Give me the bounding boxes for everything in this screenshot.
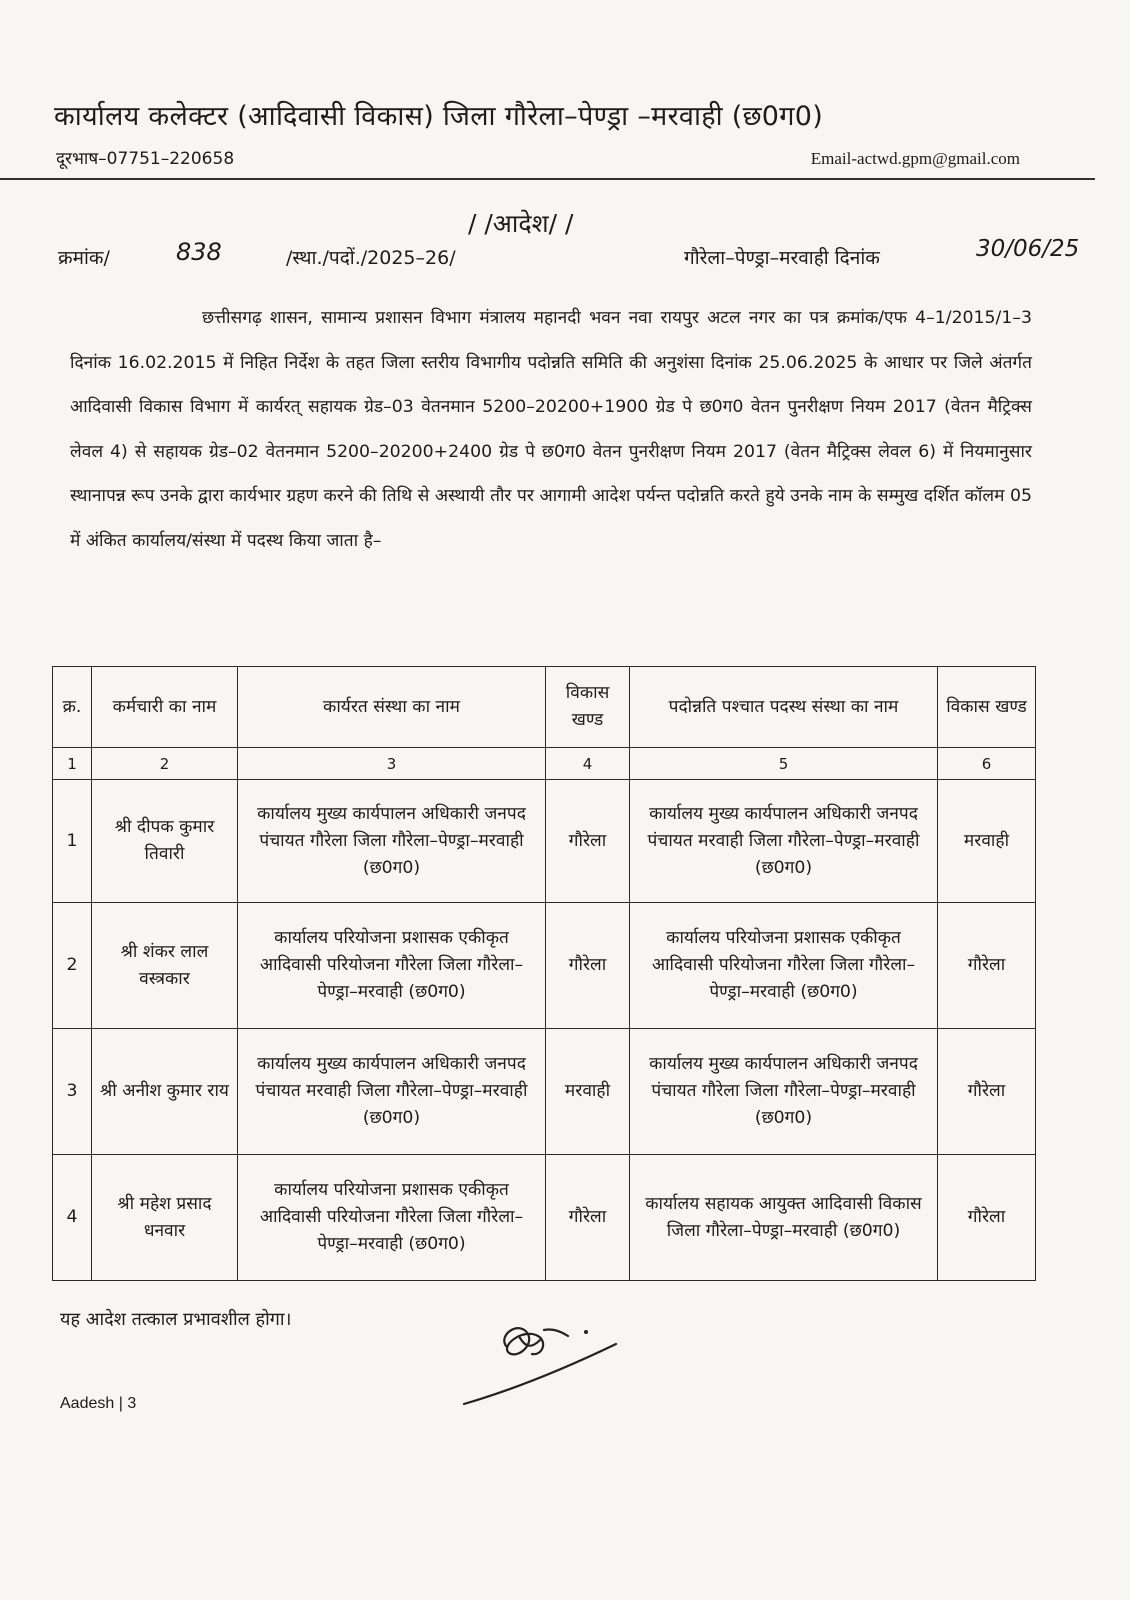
column-number: 5 xyxy=(630,748,938,780)
column-number: 2 xyxy=(92,748,238,780)
header-sno: क्र. xyxy=(53,667,92,748)
cell-current-block: मरवाही xyxy=(546,1029,630,1155)
cell-employee-name: श्री शंकर लाल वस्त्रकार xyxy=(92,903,238,1029)
cell-current-office: कार्यालय परियोजना प्रशासक एकीकृत आदिवासी परियोजना गौरेला जिला गौरेला–पेण्ड्रा–मरवाही (छ0ग0) xyxy=(238,1155,546,1281)
order-number-handwritten: 838 xyxy=(176,238,222,266)
order-date-handwritten: 30/06/25 xyxy=(976,236,1080,262)
cell-current-office: कार्यालय मुख्य कार्यपालन अधिकारी जनपद पंचायत मरवाही जिला गौरेला–पेण्ड्रा–मरवाही (छ0ग0) xyxy=(238,1029,546,1155)
order-heading: / /आदेश/ / xyxy=(468,209,574,238)
phone-number: दूरभाष–07751–220658 xyxy=(56,149,235,169)
cell-sno: 1 xyxy=(53,780,92,903)
header-current-block: विकास खण्ड xyxy=(546,667,630,748)
header-new-office: पदोन्नति पश्चात पदस्थ संस्था का नाम xyxy=(630,667,938,748)
cell-new-office: कार्यालय मुख्य कार्यपालन अधिकारी जनपद पंचायत मरवाही जिला गौरेला–पेण्ड्रा–मरवाही (छ0ग0) xyxy=(630,780,938,903)
column-number: 3 xyxy=(238,748,546,780)
cell-new-block: मरवाही xyxy=(938,780,1036,903)
table-row xyxy=(53,903,1036,1029)
cell-employee-name: श्री दीपक कुमार तिवारी xyxy=(92,780,238,903)
handwritten-signature-icon xyxy=(462,1308,662,1418)
cell-current-office: कार्यालय मुख्य कार्यपालन अधिकारी जनपद पंचायत गौरेला जिला गौरेला–पेण्ड्रा–मरवाही (छ0ग0) xyxy=(238,780,546,903)
order-number-suffix: /स्था./पदों./2025–26/ xyxy=(286,247,456,269)
cell-new-office: कार्यालय परियोजना प्रशासक एकीकृत आदिवासी परियोजना गौरेला जिला गौरेला–पेण्ड्रा–मरवाही (छ0ग0) xyxy=(630,903,938,1029)
promotion-table xyxy=(52,666,1036,1281)
cell-employee-name: श्री अनीश कुमार राय xyxy=(92,1029,238,1155)
table-row xyxy=(53,1155,1036,1281)
effect-note: यह आदेश तत्काल प्रभावशील होगा। xyxy=(60,1309,292,1330)
cell-sno: 2 xyxy=(53,903,92,1029)
column-number: 1 xyxy=(53,748,92,780)
header-divider xyxy=(0,178,1095,180)
header-current-office: कार्यरत संस्था का नाम xyxy=(238,667,546,748)
place-date-label: गौरेला–पेण्ड्रा–मरवाही दिनांक xyxy=(684,247,880,269)
cell-employee-name: श्री महेश प्रसाद धनवार xyxy=(92,1155,238,1281)
table-row xyxy=(53,780,1036,903)
column-number: 6 xyxy=(938,748,1036,780)
order-body-paragraph: छत्तीसगढ़ शासन, सामान्य प्रशासन विभाग मंत्रालय महानदी भवन नवा रायपुर अटल नगर का पत्र क्रमांक/एफ 4–1/2015/1–3 दिनांक 16.02.2015 में निहित निर्देश के तहत जिला स्तरीय विभागीय पदोन्नति समिति की अनुशंसा दिनांक 25.06.2025 के आधार पर जिले अंतर्गत आदिवासी विकास विभाग में कार्यरत् सहायक ग्रेड–03 वेतनमान 5200–20200+1900 ग्रेड पे छ0ग0 वेतन पुनरीक्षण नियम 2017 (वेतन मैट्रिक्स लेवल 4) से सहायक ग्रेड–02 वेतनमान 5200–20200+2400 ग्रेड पे छ0ग0 वेतन पुनरीक्षण नियम 2017 (वेतन मैट्रिक्स लेवल 6) में नियमानुसार स्थानापन्न रूप उनके द्वारा कार्यभार ग्रहण करने की तिथि से अस्थायी तौर पर आगामी आदेश पर्यन्त पदोन्नति करते हुये उनके नाम के सम्मुख दर्शित कॉलम 05 में अंकित कार्यालय/संस्था में पदस्थ किया जाता है– xyxy=(70,308,1032,551)
cell-sno: 4 xyxy=(53,1155,92,1281)
table-header-row xyxy=(53,667,1036,748)
header-employee-name: कर्मचारी का नाम xyxy=(92,667,238,748)
cell-new-block: गौरेला xyxy=(938,1155,1036,1281)
column-number-row xyxy=(53,748,1036,780)
cell-current-block: गौरेला xyxy=(546,903,630,1029)
table-row xyxy=(53,1029,1036,1155)
cell-sno: 3 xyxy=(53,1029,92,1155)
cell-new-office: कार्यालय सहायक आयुक्त आदिवासी विकास जिला गौरेला–पेण्ड्रा–मरवाही (छ0ग0) xyxy=(630,1155,938,1281)
office-title: कार्यालय कलेक्टर (आदिवासी विकास) जिला गौरेला–पेण्ड्रा –मरवाही (छ0ग0) xyxy=(54,101,824,132)
cell-current-block: गौरेला xyxy=(546,1155,630,1281)
footer-reference: Aadesh | 3 xyxy=(60,1395,137,1412)
header-new-block: विकास खण्ड xyxy=(938,667,1036,748)
cell-new-office: कार्यालय मुख्य कार्यपालन अधिकारी जनपद पंचायत गौरेला जिला गौरेला–पेण्ड्रा–मरवाही (छ0ग0) xyxy=(630,1029,938,1155)
cell-new-block: गौरेला xyxy=(938,903,1036,1029)
cell-new-block: गौरेला xyxy=(938,1029,1036,1155)
cell-current-block: गौरेला xyxy=(546,780,630,903)
order-number-label: क्रमांक/ xyxy=(58,247,110,269)
column-number: 4 xyxy=(546,748,630,780)
email-address: Email-actwd.gpm@gmail.com xyxy=(810,149,1020,168)
cell-current-office: कार्यालय परियोजना प्रशासक एकीकृत आदिवासी परियोजना गौरेला जिला गौरेला–पेण्ड्रा–मरवाही (छ0ग0) xyxy=(238,903,546,1029)
